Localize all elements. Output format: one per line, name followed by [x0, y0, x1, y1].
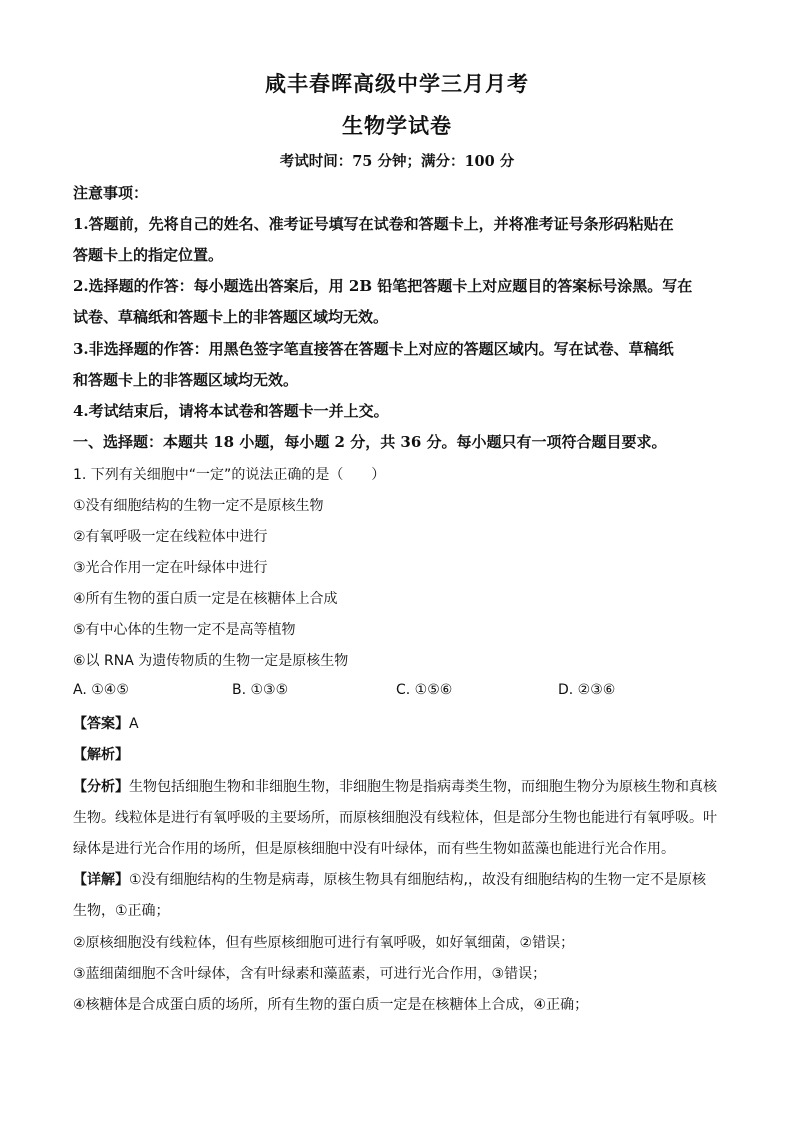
analysis-tag: 【解析】	[73, 747, 129, 763]
notice-heading: 注意事项：	[73, 184, 149, 202]
notice-item-2-line-2: 试卷、草稿纸和答题卡上的非答题区域均无效。	[73, 308, 389, 326]
notice-item-2-line-1: 2.选择题的作答：每小题选出答案后，用 2B 铅笔把答题卡上对应题目的答案标号涂黑。写在	[73, 277, 693, 295]
fenxi-line-2: 生物。线粒体是进行有氧呼吸的主要场所，而原核细胞没有线粒体，但是部分生物也能进行有氧呼吸。叶	[73, 810, 717, 826]
notice-item-1-line-1: 1.答题前，先将自己的姓名、准考证号填写在试卷和答题卡上，并将准考证号条形码粘贴在	[73, 215, 674, 233]
fenxi-line-3: 绿体是进行光合作用的场所，但是原核细胞中没有叶绿体，而有些生物如蓝藻也能进行光合作用。	[73, 841, 675, 857]
option-d: D. ②③⑥	[558, 682, 616, 698]
option-c: C. ①⑤⑥	[396, 682, 453, 698]
exam-info: 考试时间：75 分钟；满分：100 分	[279, 153, 515, 170]
xiangjie-line-5: ④核糖体是合成蛋白质的场所，所有生物的蛋白质一定是在核糖体上合成，④正确；	[73, 997, 589, 1013]
answer-tag: 【答案】	[73, 716, 129, 732]
statement-3: ③光合作用一定在叶绿体中进行	[73, 560, 268, 576]
statement-2: ②有氧呼吸一定在线粒体中进行	[73, 529, 268, 545]
xiangjie-line-4: ③蓝细菌细胞不含叶绿体，含有叶绿素和藻蓝素，可进行光合作用，③错误；	[73, 966, 547, 982]
subject-title: 生物学试卷	[342, 113, 452, 138]
notice-item-3-line-2: 和答题卡上的非答题区域均无效。	[73, 371, 299, 389]
answer-value: A	[129, 716, 139, 732]
xiangjie-line-3: ②原核细胞没有线粒体，但有些原核细胞可进行有氧呼吸，如好氧细菌，②错误；	[73, 935, 575, 951]
option-a: A. ①④⑤	[73, 682, 129, 698]
xiangjie-line-1: 【详解】①没有细胞结构的生物是病毒，原核生物具有细胞结构,，故没有细胞结构的生物一定不是原核	[73, 872, 706, 888]
notice-item-4: 4.考试结束后，请将本试卷和答题卡一并上交。	[73, 402, 389, 420]
statement-4: ④所有生物的蛋白质一定是在核糖体上合成	[73, 591, 338, 607]
xiangjie-tag: 【详解】	[73, 872, 129, 888]
notice-item-3-line-1: 3.非选择题的作答：用黑色签字笔直接答在答题卡上对应的答题区域内。写在试卷、草稿纸	[73, 340, 674, 358]
school-title: 咸丰春晖高级中学三月月考	[265, 71, 529, 96]
fenxi-tag: 【分析】	[73, 779, 129, 795]
xiangjie-line-2: 生物，①正确；	[73, 903, 170, 919]
notice-item-1-line-2: 答题卡上的指定位置。	[73, 246, 224, 264]
statement-5: ⑤有中心体的生物一定不是高等植物	[73, 622, 296, 638]
statement-6: ⑥以 RNA 为遗传物质的生物一定是原核生物	[73, 653, 349, 669]
option-b: B. ①③⑤	[232, 682, 289, 698]
statement-1: ①没有细胞结构的生物一定不是原核生物	[73, 498, 324, 514]
answer-line	[73, 713, 733, 733]
section-heading: 一、选择题：本题共 18 小题，每小题 2 分，共 36 分。每小题只有一项符合题目要求。	[73, 433, 667, 451]
fenxi-line-1: 【分析】生物包括细胞生物和非细胞生物，非细胞生物是指病毒类生物，而细胞生物分为原核生物和真核	[73, 779, 717, 795]
question-stem: 1. 下列有关细胞中“一定”的说法正确的是（ ）	[73, 467, 386, 483]
